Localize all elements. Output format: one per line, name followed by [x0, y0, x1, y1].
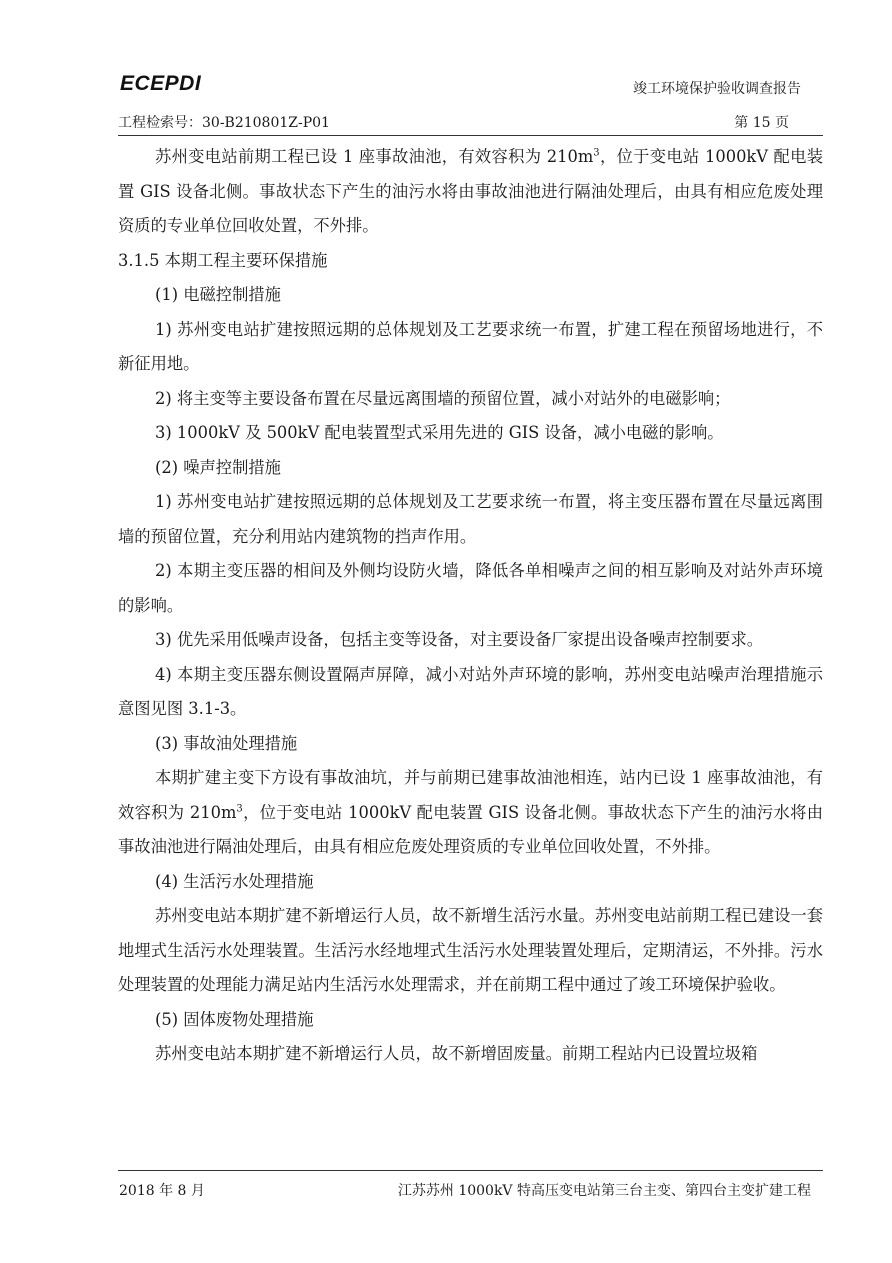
heading-solid-waste-measures: (5) 固体废物处理措施 [155, 1009, 314, 1029]
paragraph-oil-measures: 本期扩建主变下方设有事故油坑，并与前期已建事故油池相连，站内已设 1 座事故油池，有效容积为 $210m^3$，位于变电站 1000kV 配电装置 GIS 设备北侧。事故状态下产生的油污水将由事故油池进行隔油处理后，由具有相应危废处理资质的专业单位回收处置，不外排。 [118, 768, 823, 856]
footer-date: 2018 年 8 月 [119, 1183, 205, 1199]
paragraph-solid-waste: 苏州变电站本期扩建不新增运行人员，故不新增固废量。前期工程站内已设置垃圾箱 [155, 1044, 758, 1063]
section-heading-3-1-5: 3.1.5 本期工程主要环保措施 [118, 250, 328, 270]
emc-item-2: 2) 将主变等主要设备布置在尽量远离围墙的预留位置，减小对站外的电磁影响； [155, 388, 731, 408]
noise-item-2: 2) 本期主变压器的相间及外侧均设防火墙，降低各单相噪声之间的相互影响及对站外声环境的影响。 [118, 561, 823, 615]
footer-rule [118, 1170, 823, 1171]
paragraph-sewage-measures: 苏州变电站本期扩建不新增运行人员，故不新增生活污水量。苏州变电站前期工程已建设一套地埋式生活污水处理装置。生活污水经地埋式生活污水处理装置处理后，定期清运，不外排。污水处理装置的处理能力满足站内生活污水处理需求，并在前期工程中通过了竣工环境保护验收。 [118, 906, 823, 994]
footer-project-name: 江苏苏州 1000kV 特高压变电站第三台主变、第四台主变扩建工程 [397, 1183, 811, 1199]
page-header [118, 66, 823, 136]
project-number: 工程检索号：30-B210801Z-P01 [118, 115, 330, 131]
noise-item-3: 3) 优先采用低噪声设备，包括主变等设备，对主要设备厂家提出设备噪声控制要求。 [155, 630, 764, 649]
heading-sewage-measures: (4) 生活污水处理措施 [155, 871, 314, 891]
document-body [118, 140, 823, 1072]
header-rule [118, 135, 823, 136]
heading-noise-measures: (2) 噪声控制措施 [155, 457, 281, 477]
noise-item-4: 4) 本期主变压器东侧设置隔声屏障，减小对站外声环境的影响，苏州变电站噪声治理措施示意图见图 3.1-3。 [118, 664, 823, 718]
paragraph-existing-oil-pool: 苏州变电站前期工程已设 1 座事故油池，有效容积为 $210m^3$，位于变电站 1000kV 配电装置 GIS 设备北侧。事故状态下产生的油污水将由事故油池进行隔油处理后，由具有相应危废处理资质的专业单位回收处置，不外排。 [118, 147, 823, 235]
heading-emc-measures: (1) 电磁控制措施 [155, 285, 281, 304]
page-number: 第 15 页 [734, 115, 789, 131]
noise-item-1: 1) 苏州变电站扩建按照远期的总体规划及工艺要求统一布置，将主变压器布置在尽量远离围墙的预留位置，充分利用站内建筑物的挡声作用。 [118, 492, 823, 546]
report-title: 竣工环境保护验收调查报告 [633, 81, 801, 97]
heading-oil-measures: (3) 事故油处理措施 [155, 733, 298, 753]
ecepdi-logo: ECEPDI [120, 72, 202, 95]
emc-item-3: 3) 1000kV 及 500kV 配电装置型式采用先进的 GIS 设备，减小电磁的影响。 [155, 423, 724, 442]
emc-item-1: 1) 苏州变电站扩建按照远期的总体规划及工艺要求统一布置，扩建工程在预留场地进行，不新征用地。 [118, 319, 823, 373]
